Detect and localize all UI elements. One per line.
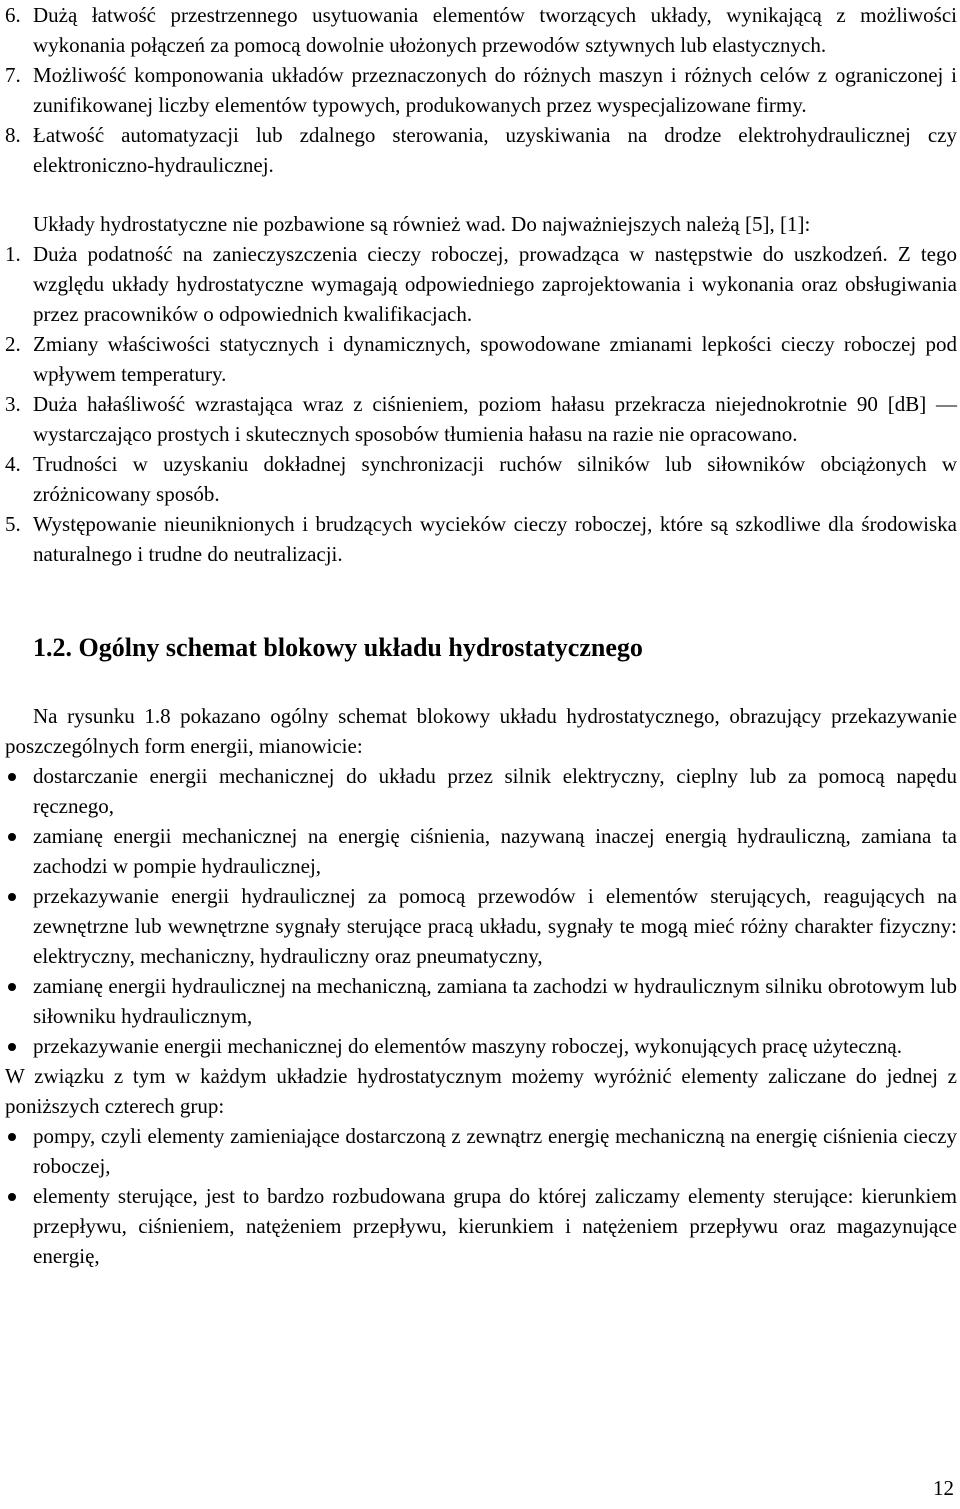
page-number: 12 [933,1476,954,1500]
item-number: 3. [5,392,21,416]
list-item [5,509,957,569]
groups-intro: W związku z tym w każdym układzie hydrostatycznym możemy wyróżnić elementy zaliczane do jednej z poniższych czterech grup: [5,1064,957,1118]
bullet-icon [8,1193,16,1201]
item-number: 6. [5,3,21,27]
bullet-icon [8,773,16,781]
item-text: Występowanie nieuniknionych i brudzących wycieków cieczy roboczej, które są szkodliwe dla środowiska naturalnego i trudne do neutralizacji. [33,512,957,566]
item-text: Łatwość automatyzacji lub zdalnego sterowania, uzyskiwania na drodze elektrohydraulicznej czy elektroniczno-hydraulicznej. [33,123,957,177]
list-item [5,239,957,329]
item-number: 4. [5,452,21,476]
list-item [5,389,957,449]
bullet-text: elementy sterujące, jest to bardzo rozbudowana grupa do której zaliczamy elementy sterujące: kierunkiem przepływu, ciśnieniem, natężeniem przepływu, kierunkiem i natężeniem przepływu oraz magazynujące energię, [33,1184,957,1268]
list-item [5,0,957,60]
item-number: 2. [5,332,21,356]
item-text: Trudności w uzyskaniu dokładnej synchronizacji ruchów silników lub siłowników obciążonych w zróżnicowany sposób. [33,452,957,506]
bullet-item [5,761,957,821]
item-number: 1. [5,242,21,266]
section-intro: Na rysunku 1.8 pokazano ogólny schemat blokowy układu hydrostatycznego, obrazujący przekazywanie poszczególnych form energii, mianowicie: [5,704,957,758]
disadvantages-intro: Układy hydrostatyczne nie pozbawione są również wad. Do najważniejszych należą [5], [1]: [33,212,811,236]
list-item [5,449,957,509]
bullet-text: pompy, czyli elementy zamieniające dostarczoną z zewnątrz energię mechaniczną na energię ciśnienia cieczy roboczej, [33,1124,957,1178]
bullet-icon [8,983,16,991]
item-text: Możliwość komponowania układów przeznaczonych do różnych maszyn i różnych celów z ograniczonej i zunifikowanej liczby elementów typowych, produkowanych przez wyspecjalizowane firmy. [33,63,957,117]
bullet-text: dostarczanie energii mechanicznej do układu przez silnik elektryczny, cieplny lub za pomocą napędu ręcznego, [33,764,957,818]
item-number: 7. [5,63,21,87]
bullet-text: zamianę energii hydraulicznej na mechaniczną, zamiana ta zachodzi w hydraulicznym silniku obrotowym lub siłowniku hydraulicznym, [33,974,957,1028]
bullet-item [5,1181,957,1271]
bullet-item [5,971,957,1031]
group-bullet-list [5,1121,957,1271]
item-text: Zmiany właściwości statycznych i dynamicznych, spowodowane zmianami lepkości cieczy roboczej pod wpływem temperatury. [33,332,957,386]
list-item [5,60,957,120]
bullet-text: przekazywanie energii hydraulicznej za pomocą przewodów i elementów sterujących, reagujących na zewnętrzne lub wewnętrzne sygnały sterujące pracą układu, sygnały te mogą mieć różny charakter fizyczny: elektryczny, mechaniczny, hydrauliczny oraz pneumatyczny, [33,884,957,968]
energy-bullet-list [5,761,957,1061]
item-number: 8. [5,123,21,147]
bullet-icon [8,833,16,841]
bullet-item [5,881,957,971]
top-list [5,0,957,180]
item-number: 5. [5,512,21,536]
item-text: Dużą łatwość przestrzennego usytuowania elementów tworzących układy, wynikającą z możliwości wykonania połączeń za pomocą dowolnie ułożonych przewodów sztywnych lub elastycznych. [33,3,957,57]
item-text: Duża hałaśliwość wzrastająca wraz z ciśnieniem, poziom hałasu przekracza niejednokrotnie 90 [dB] — wystarczająco prostych i skutecznych sposobów tłumienia hałasu na razie nie opracowano. [33,392,957,446]
bullet-item [5,1121,957,1181]
item-text: Duża podatność na zanieczyszczenia cieczy roboczej, prowadząca w następstwie do uszkodzeń. Z tego względu układy hydrostatyczne wymagają odpowiedniego zaprojektowania i wykonania oraz obsługiwania przez pracowników o odpowiednich kwalifikacjach. [33,242,957,326]
list-item [5,120,957,180]
section-heading: 1.2. Ogólny schemat blokowy układu hydrostatycznego [33,633,643,662]
disadvantages-list [5,239,957,569]
bullet-text: przekazywanie energii mechanicznej do elementów maszyny roboczej, wykonujących pracę użyteczną. [33,1034,902,1058]
bullet-item [5,1031,957,1061]
bullet-icon [8,1133,16,1141]
bullet-icon [8,1043,16,1051]
list-item [5,329,957,389]
bullet-item [5,821,957,881]
bullet-text: zamianę energii mechanicznej na energię ciśnienia, nazywaną inaczej energią hydrauliczną, zamiana ta zachodzi w pompie hydraulicznej, [33,824,957,878]
document-page [5,0,957,1271]
bullet-icon [8,893,16,901]
